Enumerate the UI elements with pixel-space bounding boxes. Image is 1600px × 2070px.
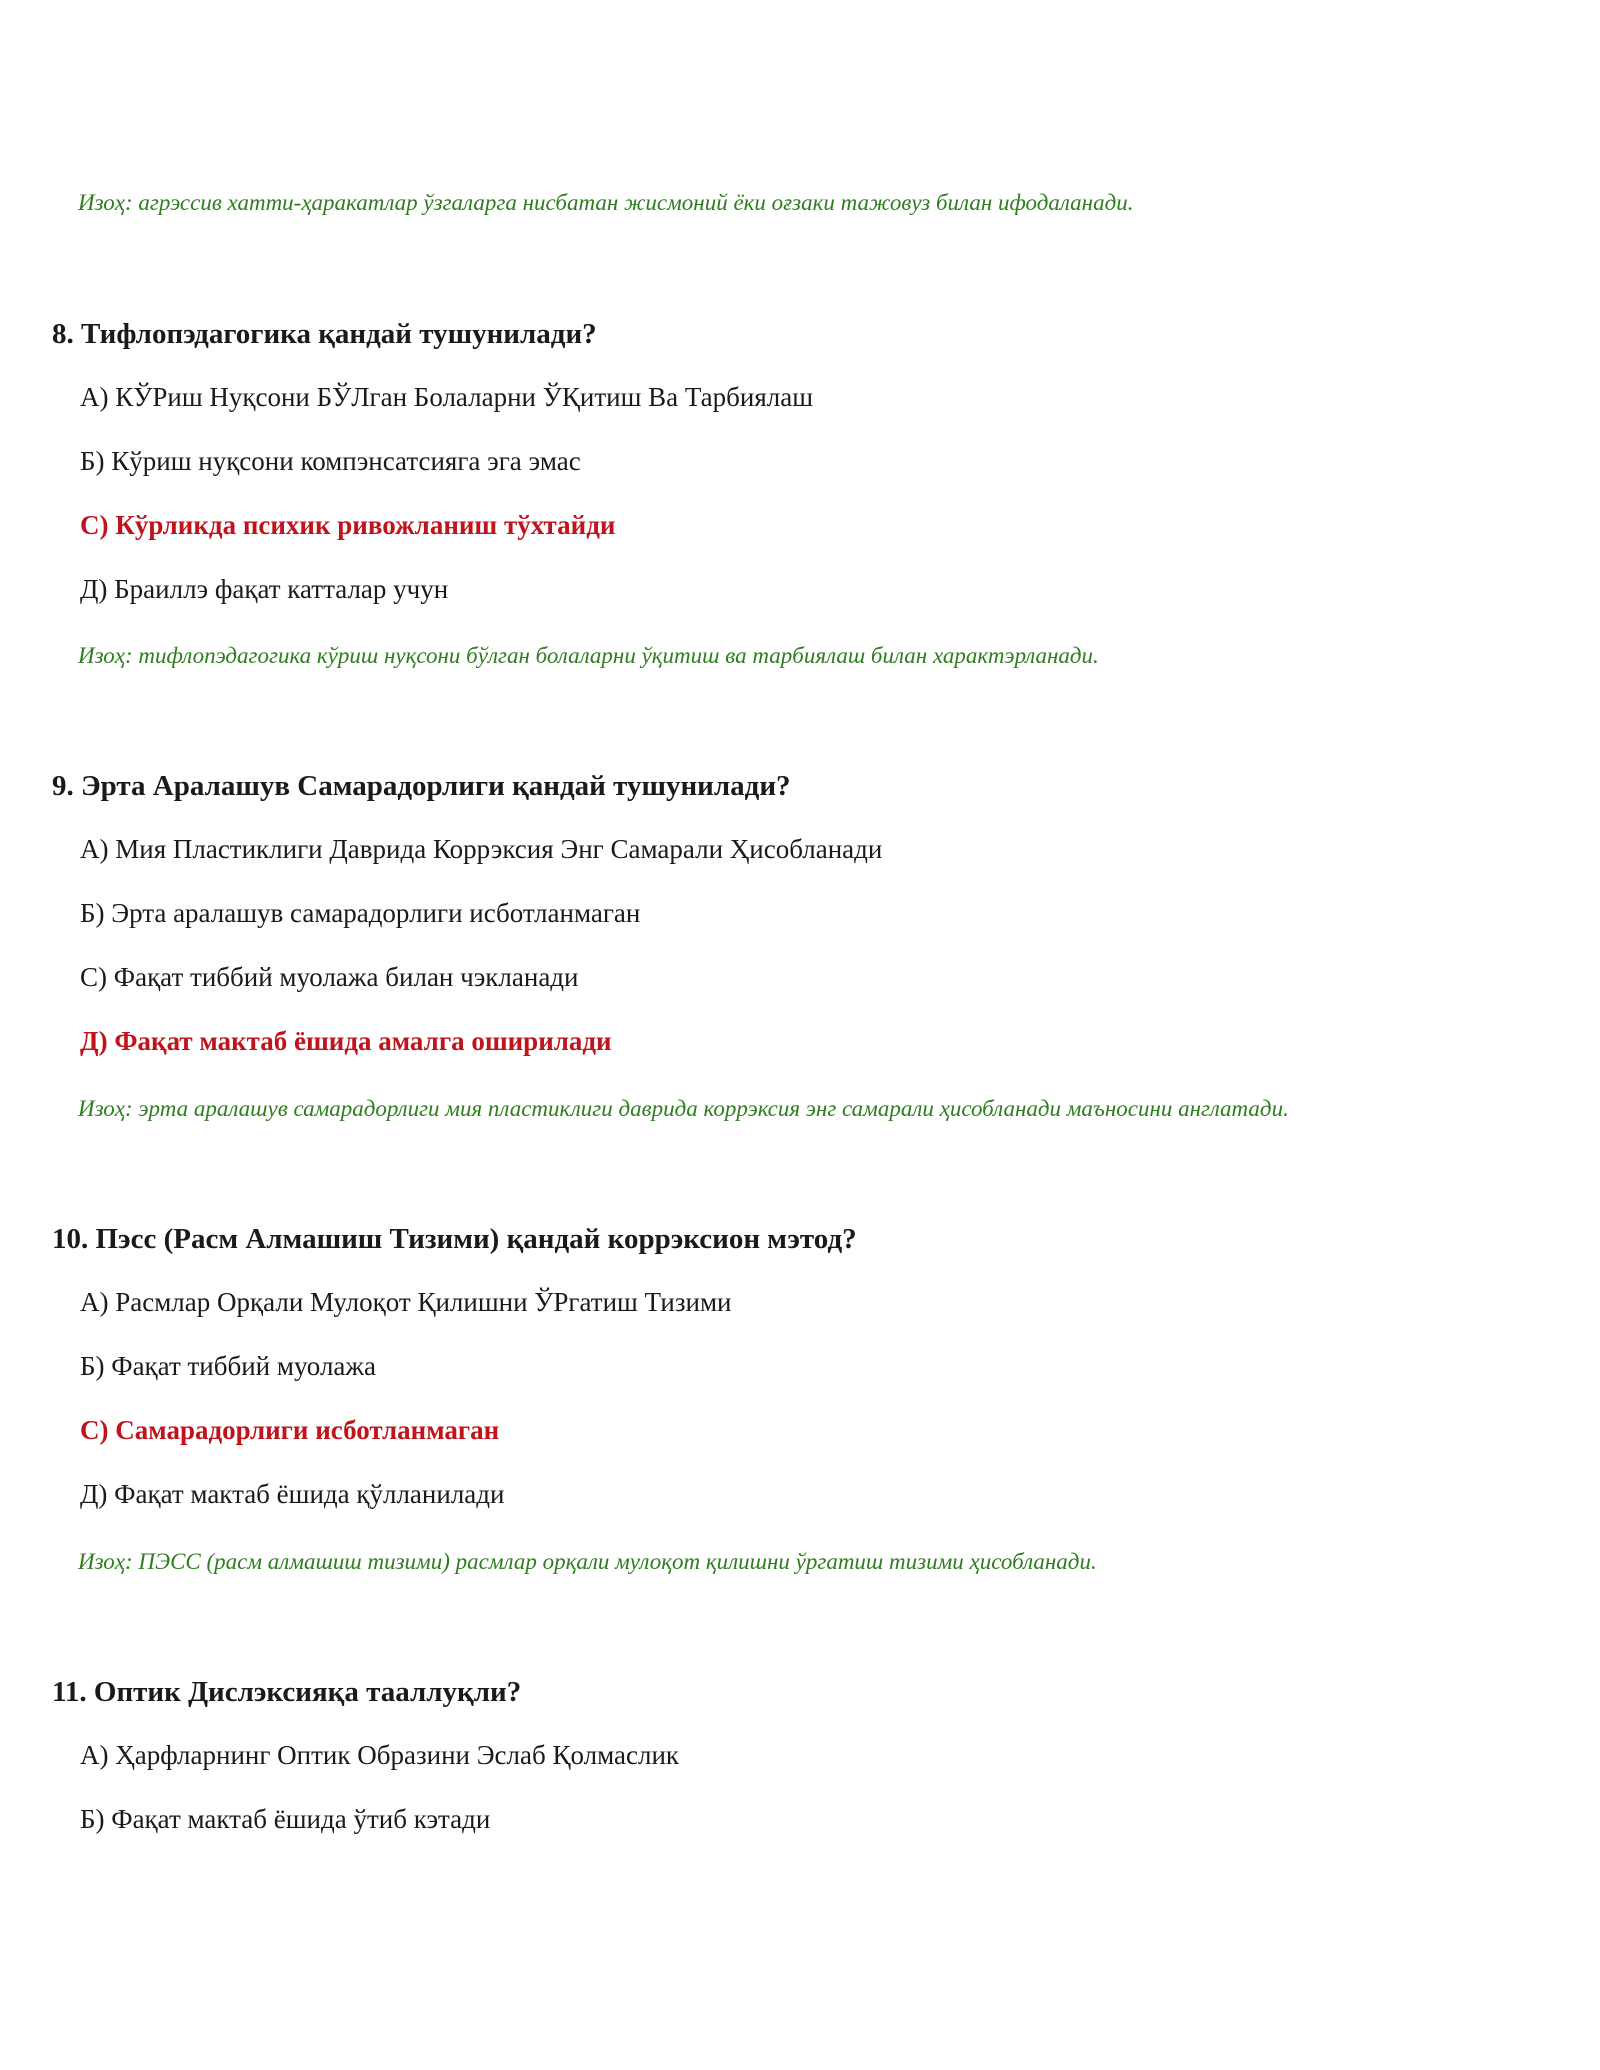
question-10-option-a: А) Расмлар Орқали Мулоқот Қилишни ЎРгатиш Тизими bbox=[80, 1287, 732, 1317]
question-8-title: 8. Тифлопэдагогика қандай тушунилади? bbox=[52, 318, 597, 350]
note-question-10: Изоҳ: ПЭСС (расм алмашиш тизими) расмлар орқали мулоқот қилишни ўргатиш тизими ҳисобланади. bbox=[78, 1549, 1097, 1574]
note-question-7: Изоҳ: агрэссив хатти-ҳаракатлар ўзгаларга нисбатан жисмоний ёки оғзаки тажовуз билан ифодаланади. bbox=[78, 190, 1134, 215]
question-8-option-c-correct: С) Кўрликда психик ривожланиш тўхтайди bbox=[80, 510, 616, 540]
question-10-option-d: Д) Фақат мактаб ёшида қўлланилади bbox=[80, 1479, 505, 1509]
question-10-option-c-correct: С) Самарадорлиги исботланмаган bbox=[80, 1415, 500, 1445]
question-9-option-a: А) Мия Пластиклиги Даврида Коррэксия Энг Самарали Ҳисобланади bbox=[80, 834, 883, 864]
question-8-option-d: Д) Браиллэ фақат катталар учун bbox=[80, 574, 449, 604]
question-10-title: 10. Пэсс (Расм Алмашиш Тизими) қандай коррэксион мэтод? bbox=[52, 1223, 857, 1255]
question-9-option-b: Б) Эрта аралашув самарадорлиги исботланмаган bbox=[80, 898, 641, 928]
question-9-option-d-correct: Д) Фақат мактаб ёшида амалга оширилади bbox=[80, 1026, 612, 1056]
note-question-8: Изоҳ: тифлопэдагогика кўриш нуқсони бўлган болаларни ўқитиш ва тарбиялаш билан характэрланади. bbox=[78, 643, 1099, 668]
question-8-option-a: А) КЎРиш Нуқсони БЎЛган Болаларни ЎҚитиш Ва Тарбиялаш bbox=[80, 382, 814, 412]
question-11-option-a: А) Ҳарфларнинг Оптик Образини Эслаб Қолмаслик bbox=[80, 1740, 680, 1770]
question-11-option-b: Б) Фақат мактаб ёшида ўтиб кэтади bbox=[80, 1804, 491, 1834]
question-8-option-b: Б) Кўриш нуқсони компэнсатсияга эга эмас bbox=[80, 446, 581, 476]
question-10-option-b: Б) Фақат тиббий муолажа bbox=[80, 1351, 377, 1381]
question-9-option-c: С) Фақат тиббий муолажа билан чэкланади bbox=[80, 962, 579, 992]
question-11-title: 11. Оптик Дислэксияқа тааллуқли? bbox=[52, 1676, 522, 1708]
note-question-9: Изоҳ: эрта аралашув самарадорлиги мия пластиклиги даврида коррэксия энг самарали ҳисобланади маъносини англатади. bbox=[78, 1096, 1289, 1121]
question-9-title: 9. Эрта Аралашув Самарадорлиги қандай тушунилади? bbox=[52, 770, 791, 802]
